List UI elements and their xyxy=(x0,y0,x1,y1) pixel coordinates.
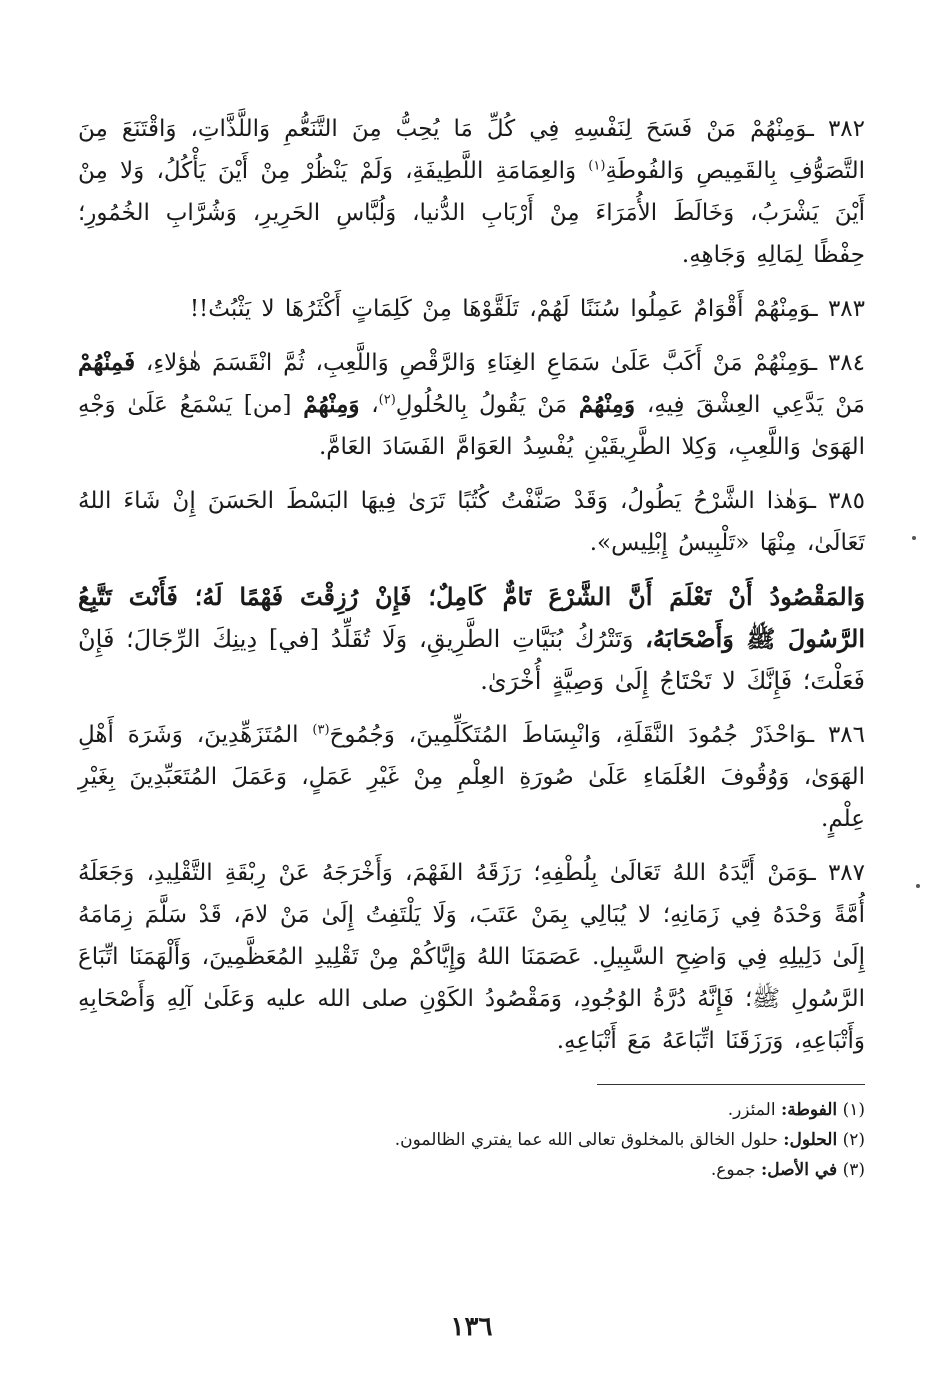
paragraph-number: ٣٨٦ ـ xyxy=(807,722,865,748)
paragraph-p383 xyxy=(78,288,865,330)
text-segment: المُتَزَهِّدِينَ، وَشَرَهَ أَهْلِ الهَوَىٰ، وَوُقُوفَ العُلَمَاءِ عَلَىٰ صُورَةِ العِلْمِ مِنْ غَيْرِ عَمَلٍ، وَعَمَلَ المُتَعَبِّدِينَ بِغَيْرِ عِلْمٍ. xyxy=(78,722,865,832)
text-segment: فَمِنْهُمْ xyxy=(78,349,136,376)
paragraph-p385 xyxy=(78,480,865,564)
margin-mark xyxy=(916,884,920,888)
text-segment: [من] يَسْمَعُ عَلَىٰ وَجْهِ الهَوَىٰ وَاللَّعِبِ، وَكِلا الطَّرِيقَيْنِ يُفْسِدُ العَوَامَّ الفَسَادَ العَامَّ. xyxy=(78,392,865,460)
footnote-ref: (٢) xyxy=(378,392,396,408)
paragraph-number: ٣٨٧ ـ xyxy=(808,860,865,886)
text-segment: مَنْ يَدَّعِي العِشْقَ فِيهِ، xyxy=(635,392,866,418)
footnote-term: في الأصل: xyxy=(760,1160,838,1180)
text-segment: وَالعِمَامَةِ اللَّطِيفَةِ، وَلَمْ يَنْظُرْ مِنْ أَيْنَ يَأْكُلُ، وَلا مِنْ أَيْنَ يَشْرَبُ، وَخَالَطَ الأُمَرَاءَ مِنْ أَرْبَابِ الدُّنيا، وَلُبَّاسِ الحَرِيرِ، وَشُرَّابِ الخُمُورِ؛ حِفْظًا لِمَالِهِ وَجَاهِهِ. xyxy=(78,158,865,268)
paragraph-number: ٣٨٢ ـ xyxy=(807,116,865,142)
footnote-ref: (٣) xyxy=(312,722,330,738)
footnote-number: (٣) xyxy=(842,1160,865,1180)
text-segment: وَمِنْهُمْ مَنْ فَسَحَ لِنَفْسِهِ فِي كُلِّ مَا يُحِبُّ مِنَ التَّنَعُّمِ وَاللَّذَّاتِ، وَاقْتَنَعَ مِنَ التَّصَوُّفِ بِالقَمِيصِ وَالفُوطَةِ xyxy=(78,116,865,184)
text-segment: ، xyxy=(359,392,379,418)
text-segment: وَمِنْهُمْ أَقْوَامٌ عَمِلُوا سُنَنًا لَهُمْ، تَلَقَّوْهَا مِنْ كَلِمَاتٍ أَكْثَرُهَا لا يَثْبُتُ!! xyxy=(189,296,811,322)
text-segment: وَمَنْ أَيَّدَهُ اللهُ تَعَالَىٰ بِلُطْفِهِ؛ رَزَقَهُ الفَهْمَ، وَأَخْرَجَهُ عَنْ رِبْقَةِ التَّقْلِيدِ، وَجَعَلَهُ أُمَّةً وَحْدَهُ فِي زَمَانِهِ؛ لا يُبَالِي بِمَنْ عَتَبَ، وَلَا يَلْتَفِتُ إِلَىٰ مَنْ لامَ، قَدْ سَلَّمَ زِمَامَهُ إِلَىٰ دَلِيلِهِ فِي وَاضِحِ السَّبِيلِ. عَصَمَنَا اللهُ وَإِيَّاكُمْ مِنْ تَقْلِيدِ المُعَظَّمِينَ، وَأَلْهَمَنَا اتِّبَاعَ الرَّسُولِ ﷺ؛ فَإِنَّهُ دُرَّةُ الوُجُودِ، وَمَقْصُودُ الكَوْنِ صلى الله عليه وَعَلَىٰ آلِهِ وَأَصْحَابِهِ وَأَتْبَاعِهِ، وَرَزَقَنَا اتِّبَاعَهُ مَعَ أَتْبَاعِهِ. xyxy=(78,860,865,1054)
body-text xyxy=(78,108,865,1062)
footnote-text: جموع. xyxy=(710,1160,761,1180)
text-segment: وَاحْذَرْ جُمُودَ النَّقَلَةِ، وَانْبِسَاطَ المُتَكَلِّمِينَ، وَجُمُوحَ xyxy=(329,722,808,748)
paragraph-p382 xyxy=(78,108,865,276)
footnotes xyxy=(78,1095,865,1185)
text-segment: وَتَتْرُكُ بُنَيَّاتِ الطَّرِيقِ، وَلَا تُقَلِّدُ [في] دِينِكَ الرِّجَالَ؛ فَإِنْ فَعَلْتَ؛ فَإِنَّكَ لا تَحْتَاجُ إِلَىٰ وَصِيَّةٍ أُخْرَىٰ. xyxy=(78,625,865,695)
footnote-term: الفوطة: xyxy=(780,1100,838,1120)
paragraph-p384 xyxy=(78,342,865,468)
text-segment: مَنْ يَقُولُ بِالحُلُولِ xyxy=(395,392,579,418)
footnote-item xyxy=(78,1155,865,1185)
footnote-item xyxy=(78,1095,865,1125)
footnote-text: حلول الخالق بالمخلوق تعالى الله عما يفتري الظالمون. xyxy=(394,1130,784,1150)
paragraph-number: ٣٨٣ ـ xyxy=(810,296,865,322)
page-number: ١٣٦ xyxy=(450,1312,493,1342)
footnote-separator xyxy=(597,1084,865,1085)
paragraph-p387 xyxy=(78,852,865,1062)
footnote-ref: (١) xyxy=(588,158,606,174)
paragraph-p386 xyxy=(78,714,865,840)
footnote-text: المئزر. xyxy=(727,1100,781,1120)
paragraph-number: ٣٨٤ ـ xyxy=(810,350,865,376)
paragraph-number: ٣٨٥ ـ xyxy=(809,488,865,514)
text-segment: وَمِنْهُمْ xyxy=(578,391,636,418)
text-segment: وَمِنْهُمْ xyxy=(303,391,360,418)
text-segment: وَمِنْهُمْ مَنْ أَكَبَّ عَلَىٰ سَمَاعِ الغِنَاءِ وَالرَّقْصِ وَاللَّعِبِ، ثُمَّ انْقَسَمَ هٰؤلاءِ، xyxy=(135,350,811,376)
footnote-number: (١) xyxy=(842,1100,865,1120)
paragraph-pmain xyxy=(78,576,865,702)
text-segment: وَهٰذا الشَّرْحُ يَطُولُ، وَقَدْ صَنَّفْتُ كُتُبًا تَرَىٰ فِيهَا البَسْطَ الحَسَنَ إِنْ شَاءَ اللهُ تَعَالَىٰ، مِنْهَا «تَلْبِيسُ إِبْلِيس». xyxy=(78,488,865,556)
margin-mark xyxy=(912,536,916,540)
footnote-term: الحلول: xyxy=(783,1130,838,1150)
footnote-item xyxy=(78,1125,865,1155)
text-segment: وَالمَقْصُودُ أَنْ تَعْلَمَ أَنَّ الشَّرْعَ تَامٌّ كَامِلٌ؛ فَإِنْ رُزِقْتَ فَهْمًا لَهُ؛ فَأَنْتَ تَتَّبِعُ الرَّسُولَ ﷺ وَأَصْحَابَهُ، xyxy=(78,582,865,653)
footnote-number: (٢) xyxy=(842,1130,865,1150)
